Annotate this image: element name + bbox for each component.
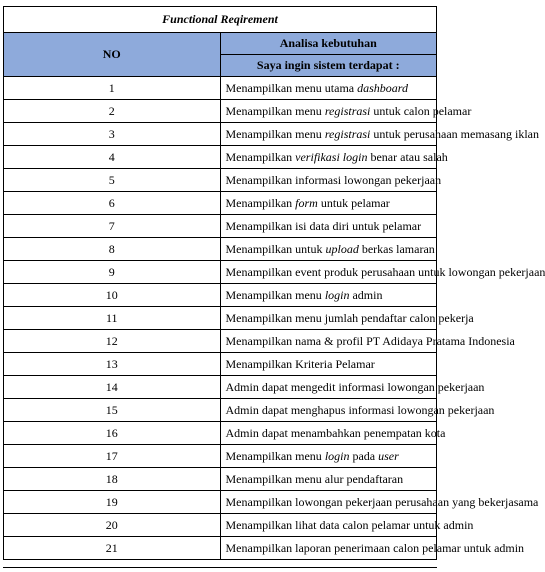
- table-row: [4, 330, 437, 353]
- requirement-fragment: Menampilkan nama & profil PT Adidaya Pratama Indonesia: [225, 333, 515, 348]
- requirement-fragment: Menampilkan informasi lowongan pekerjaan: [225, 172, 442, 187]
- requirement-term: registrasi: [324, 126, 371, 141]
- row-number: 2: [4, 100, 221, 123]
- row-number: 17: [4, 445, 221, 468]
- table-row: [4, 123, 437, 146]
- requirement-fragment: untuk calon pelamar: [370, 103, 472, 118]
- requirement-fragment: Menampilkan menu: [225, 448, 325, 463]
- requirement-fragment: Admin dapat menambahkan penempatan kota: [225, 425, 446, 440]
- table-row: [4, 146, 437, 169]
- requirement-fragment: Menampilkan menu alur pendaftaran: [225, 471, 404, 486]
- requirement-fragment: Admin dapat mengedit informasi lowongan pekerjaan: [225, 379, 485, 394]
- requirement-fragment: admin: [349, 287, 383, 302]
- bottom-rule: [3, 567, 437, 568]
- row-number: 1: [4, 77, 221, 100]
- row-number: 15: [4, 399, 221, 422]
- requirement-term: login: [324, 287, 350, 302]
- requirement-text: [220, 100, 472, 123]
- row-number: 13: [4, 353, 221, 376]
- row-number: 7: [4, 215, 221, 238]
- requirement-text: [220, 284, 437, 307]
- analysis-header: Analisa kebutuhan: [220, 33, 437, 55]
- table-row: [4, 491, 437, 514]
- requirement-fragment: untuk pelamar: [317, 195, 390, 210]
- requirement-term: dashboard: [357, 80, 409, 95]
- row-number: 8: [4, 238, 221, 261]
- row-number: 4: [4, 146, 221, 169]
- requirement-text: [220, 468, 437, 491]
- requirement-text: [220, 77, 437, 100]
- requirement-fragment: Menampilkan menu jumlah pendaftar calon pekerja: [225, 310, 474, 325]
- table-row: [4, 445, 437, 468]
- requirement-text: [220, 192, 437, 215]
- row-number: 6: [4, 192, 221, 215]
- requirement-fragment: Menampilkan: [225, 195, 296, 210]
- requirement-term: login: [324, 448, 350, 463]
- requirement-fragment: pada: [349, 448, 379, 463]
- requirement-text: [220, 307, 474, 330]
- row-number: 20: [4, 514, 221, 537]
- table-body: [4, 7, 545, 560]
- row-number: 21: [4, 537, 221, 560]
- requirement-fragment: Menampilkan menu utama: [225, 80, 358, 95]
- requirement-fragment: Menampilkan laporan penerimaan calon pelamar untuk admin: [225, 540, 525, 555]
- header-row-1: [4, 33, 437, 55]
- requirement-term: form: [295, 195, 318, 210]
- requirement-text: [220, 445, 437, 468]
- row-number: 18: [4, 468, 221, 491]
- row-number: 10: [4, 284, 221, 307]
- requirement-term: upload: [325, 241, 359, 256]
- title-row: [4, 7, 437, 33]
- requirement-fragment: Menampilkan menu: [225, 287, 325, 302]
- table-title: Functional Reqirement: [4, 7, 437, 33]
- table-row: [4, 238, 437, 261]
- row-number: 14: [4, 376, 221, 399]
- table-row: [4, 215, 437, 238]
- row-number: 9: [4, 261, 221, 284]
- requirement-fragment: Menampilkan: [225, 149, 296, 164]
- table-row: [4, 77, 437, 100]
- functional-requirement-table: [3, 6, 545, 560]
- requirement-term: verifikasi login: [295, 149, 368, 164]
- requirement-fragment: Menampilkan Kriteria Pelamar: [225, 356, 375, 371]
- table-row: [4, 169, 437, 192]
- table-row: [4, 422, 437, 445]
- row-number: 11: [4, 307, 221, 330]
- row-number: 12: [4, 330, 221, 353]
- requirement-fragment: Menampilkan untuk: [225, 241, 326, 256]
- table-row: [4, 514, 437, 537]
- table-row: [4, 261, 437, 284]
- no-column-header: NO: [4, 33, 221, 77]
- requirement-text: [220, 261, 545, 284]
- table-row: [4, 192, 437, 215]
- row-number: 3: [4, 123, 221, 146]
- requirement-fragment: Admin dapat menghapus informasi lowongan pekerjaan: [225, 402, 495, 417]
- requirement-text: [220, 399, 495, 422]
- table-row: [4, 353, 437, 376]
- row-number: 19: [4, 491, 221, 514]
- table-row: [4, 307, 437, 330]
- requirement-text: [220, 422, 446, 445]
- requirement-fragment: untuk perusahaan memasang iklan: [370, 126, 539, 141]
- requirement-text: [220, 491, 539, 514]
- table-row: [4, 537, 437, 560]
- requirement-term: registrasi: [324, 103, 371, 118]
- requirement-text: [220, 376, 485, 399]
- requirement-text: [220, 215, 437, 238]
- requirement-fragment: Menampilkan menu: [225, 103, 325, 118]
- row-number: 5: [4, 169, 221, 192]
- requirement-text: [220, 353, 437, 376]
- table-row: [4, 399, 437, 422]
- requirement-fragment: berkas lamaran: [358, 241, 435, 256]
- requirement-fragment: Menampilkan menu: [225, 126, 325, 141]
- row-number: 16: [4, 422, 221, 445]
- requirement-text: [220, 514, 474, 537]
- requirement-header: Saya ingin sistem terdapat :: [220, 55, 437, 77]
- requirement-text: [220, 238, 437, 261]
- table-row: [4, 100, 437, 123]
- requirement-text: [220, 169, 442, 192]
- requirement-term: user: [378, 448, 399, 463]
- requirement-text: [220, 330, 515, 353]
- requirement-fragment: Menampilkan event produk perusahaan untuk lowongan pekerjaan: [225, 264, 545, 279]
- table-row: [4, 376, 437, 399]
- requirement-fragment: benar atau salah: [367, 149, 448, 164]
- requirement-text: [220, 146, 448, 169]
- table-row: [4, 468, 437, 491]
- table-row: [4, 284, 437, 307]
- requirement-fragment: Menampilkan isi data diri untuk pelamar: [225, 218, 422, 233]
- requirement-fragment: Menampilkan lihat data calon pelamar untuk admin: [225, 517, 474, 532]
- requirement-text: [220, 123, 539, 146]
- requirement-fragment: Menampilkan lowongan pekerjaan perusahaan yang bekerjasama: [225, 494, 539, 509]
- requirement-text: [220, 537, 525, 560]
